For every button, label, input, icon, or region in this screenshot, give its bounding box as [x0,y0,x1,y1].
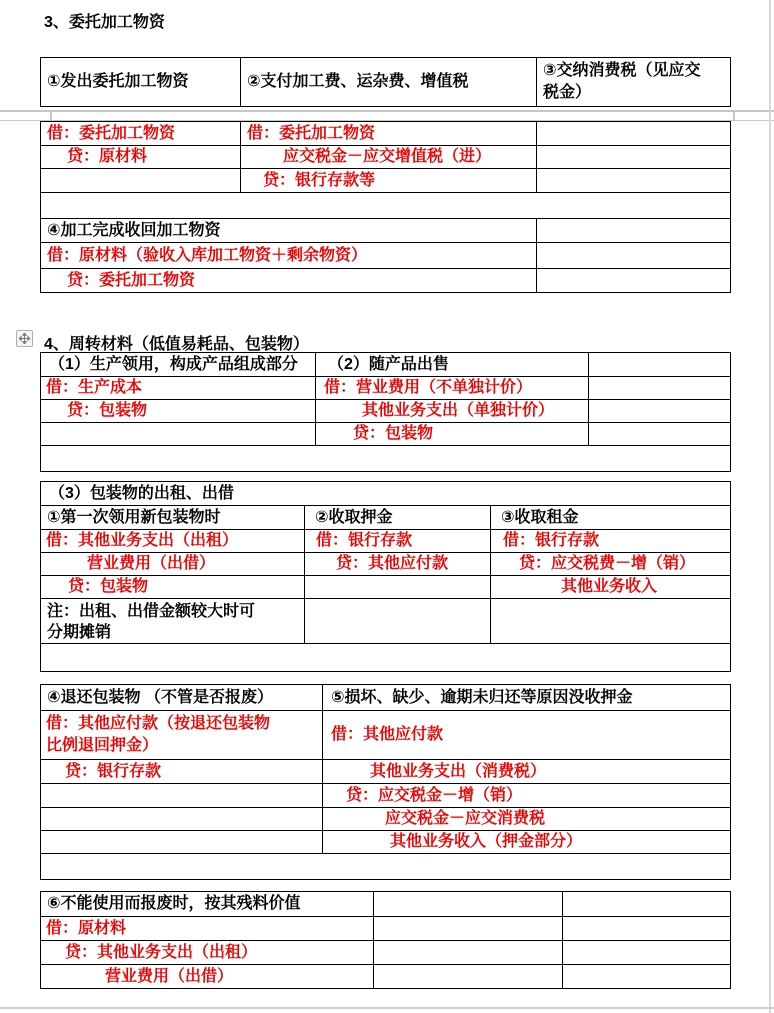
table-row [41,353,731,377]
table-cell: 应交税金－应交消费税 [323,808,731,831]
table-cell: 借：其他应付款（按退还包装物比例退回押金） [41,711,323,760]
section3-title: 3、委托加工物资 [44,14,165,31]
table-cell: 贷：包装物 [41,400,316,423]
table-cell [563,965,731,989]
table-cell [537,269,731,293]
revolving-materials-table-band1 [40,352,731,472]
table-cell: 借：营业费用（不单独计价） [316,377,589,400]
table-cell: 其他业务支出（单独计价） [316,400,589,423]
table-cell: 借：其他应付款 [323,711,731,760]
table-cell: 贷：银行存款等 [241,169,537,193]
table-cell [41,808,323,831]
table-cell [305,576,491,599]
table-cell [589,377,731,400]
table-cell: ④退还包装物 （不管是否报废） [41,685,323,711]
table-cell [589,353,731,377]
revolving-materials-table-band4 [40,891,731,989]
table-cell: 借：银行存款 [305,530,491,553]
table-cell: 贷：应交税费－增（销） [491,553,731,576]
page-break-tick-right [733,110,735,121]
table-row [41,965,731,989]
table-row [41,446,731,472]
table-cell [563,892,731,917]
table-cell [374,892,563,917]
table-row [41,685,731,711]
table-cell: ①发出委托加工物资 [41,58,241,107]
table-cell: ②支付加工费、运杂费、增值税 [241,58,537,107]
table-cell: 营业费用（出借） [41,553,305,576]
table-cell: 其他业务支出（消费税） [323,760,731,784]
table-cell: （1）生产领用，构成产品组成部分 [41,353,316,377]
table-cell: 贷：原材料 [41,146,241,169]
table-cell: ③收取租金 [491,506,731,530]
table-row [41,219,731,243]
page-break-line-top [0,110,774,112]
table-row [41,122,731,146]
table-cell: （3）包装物的出租、出借 [41,482,731,506]
table-cell [537,146,731,169]
table-cell [374,965,563,989]
table-cell: （2）随产品出售 [316,353,589,377]
table-cell [537,169,731,193]
table-row [41,576,731,599]
table-cell: 借：原材料（验收入库加工物资＋剩余物资） [41,243,537,269]
table-cell [374,917,563,941]
table-cell: ③交纳消费税（见应交税金） [537,58,731,107]
table-row [41,193,731,219]
table-cell [537,219,731,243]
table-row [41,530,731,553]
consigned-processing-table-body [40,121,731,293]
table-cell [41,423,316,446]
table-cell: ①第一次领用新包装物时 [41,506,305,530]
table-row [41,146,731,169]
table-cell: 贷：委托加工物资 [41,269,537,293]
table-cell [563,941,731,965]
table-row [41,377,731,400]
table-cell: 应交税金－应交增值税（进） [241,146,537,169]
table-cell: 贷：包装物 [41,576,305,599]
table-cell: 贷：应交税金－增（销） [323,784,731,808]
table-row [41,808,731,831]
table-cell: 其他业务收入 [491,576,731,599]
table-cell [41,854,731,880]
table-row [41,941,731,965]
table-row [41,831,731,854]
table-row [41,423,731,446]
table-cell: 借：委托加工物资 [241,122,537,146]
table-cell: 借：原材料 [41,917,374,941]
table-cell: 贷：其他业务支出（出租） [41,941,374,965]
table-row [41,854,731,880]
table-row [41,169,731,193]
table-row [41,553,731,576]
table-cell [41,831,323,854]
table-cell: 借：生产成本 [41,377,316,400]
table-cell [41,644,731,672]
table-cell: 贷：包装物 [316,423,589,446]
table-row [41,711,731,760]
table-cell: 贷：其他应付款 [305,553,491,576]
table-cell [537,243,731,269]
table-row [41,917,731,941]
four-way-arrow-icon [19,333,30,344]
table-row [41,400,731,423]
table-row [41,784,731,808]
table-row [41,892,731,917]
table-cell: 营业费用（出借） [41,965,374,989]
table-row [41,760,731,784]
table-cell: ②收取押金 [305,506,491,530]
table-move-handle-icon[interactable] [16,330,33,347]
table-row [41,506,731,530]
table-cell [41,193,731,219]
table-row [41,269,731,293]
table-cell: 其他业务收入（押金部分） [323,831,731,854]
table-cell [491,599,731,644]
table-cell [305,599,491,644]
table-cell [41,169,241,193]
table-cell [589,423,731,446]
consigned-processing-table-header [40,57,731,107]
table-row [41,58,731,107]
table-cell: 借：银行存款 [491,530,731,553]
table-cell [537,122,731,146]
table-cell [589,400,731,423]
table-cell: ⑤损坏、缺少、逾期未归还等原因没收押金 [323,685,731,711]
table-cell: 借：其他业务支出（出租） [41,530,305,553]
table-row [41,482,731,506]
table-cell [41,446,731,472]
revolving-materials-table-band3 [40,684,731,880]
revolving-materials-table-band2 [40,481,731,672]
page-bottom-edge [0,1007,774,1009]
table-cell [563,917,731,941]
page-right-edge [769,0,771,1013]
table-cell: 注：出租、出借金额较大时可分期摊销 [41,599,305,644]
table-row [41,243,731,269]
table-row [41,599,731,644]
table-row [41,644,731,672]
table-cell [41,784,323,808]
table-cell [374,941,563,965]
table-cell: 借：委托加工物资 [41,122,241,146]
table-cell: 贷：银行存款 [41,760,323,784]
table-cell: ④加工完成收回加工物资 [41,219,537,243]
section4-title: 4、周转材料（低值易耗品、包装物） [44,336,309,353]
page-break-tick-left [50,110,52,121]
table-cell: ⑥不能使用而报废时，按其残料价值 [41,892,374,917]
